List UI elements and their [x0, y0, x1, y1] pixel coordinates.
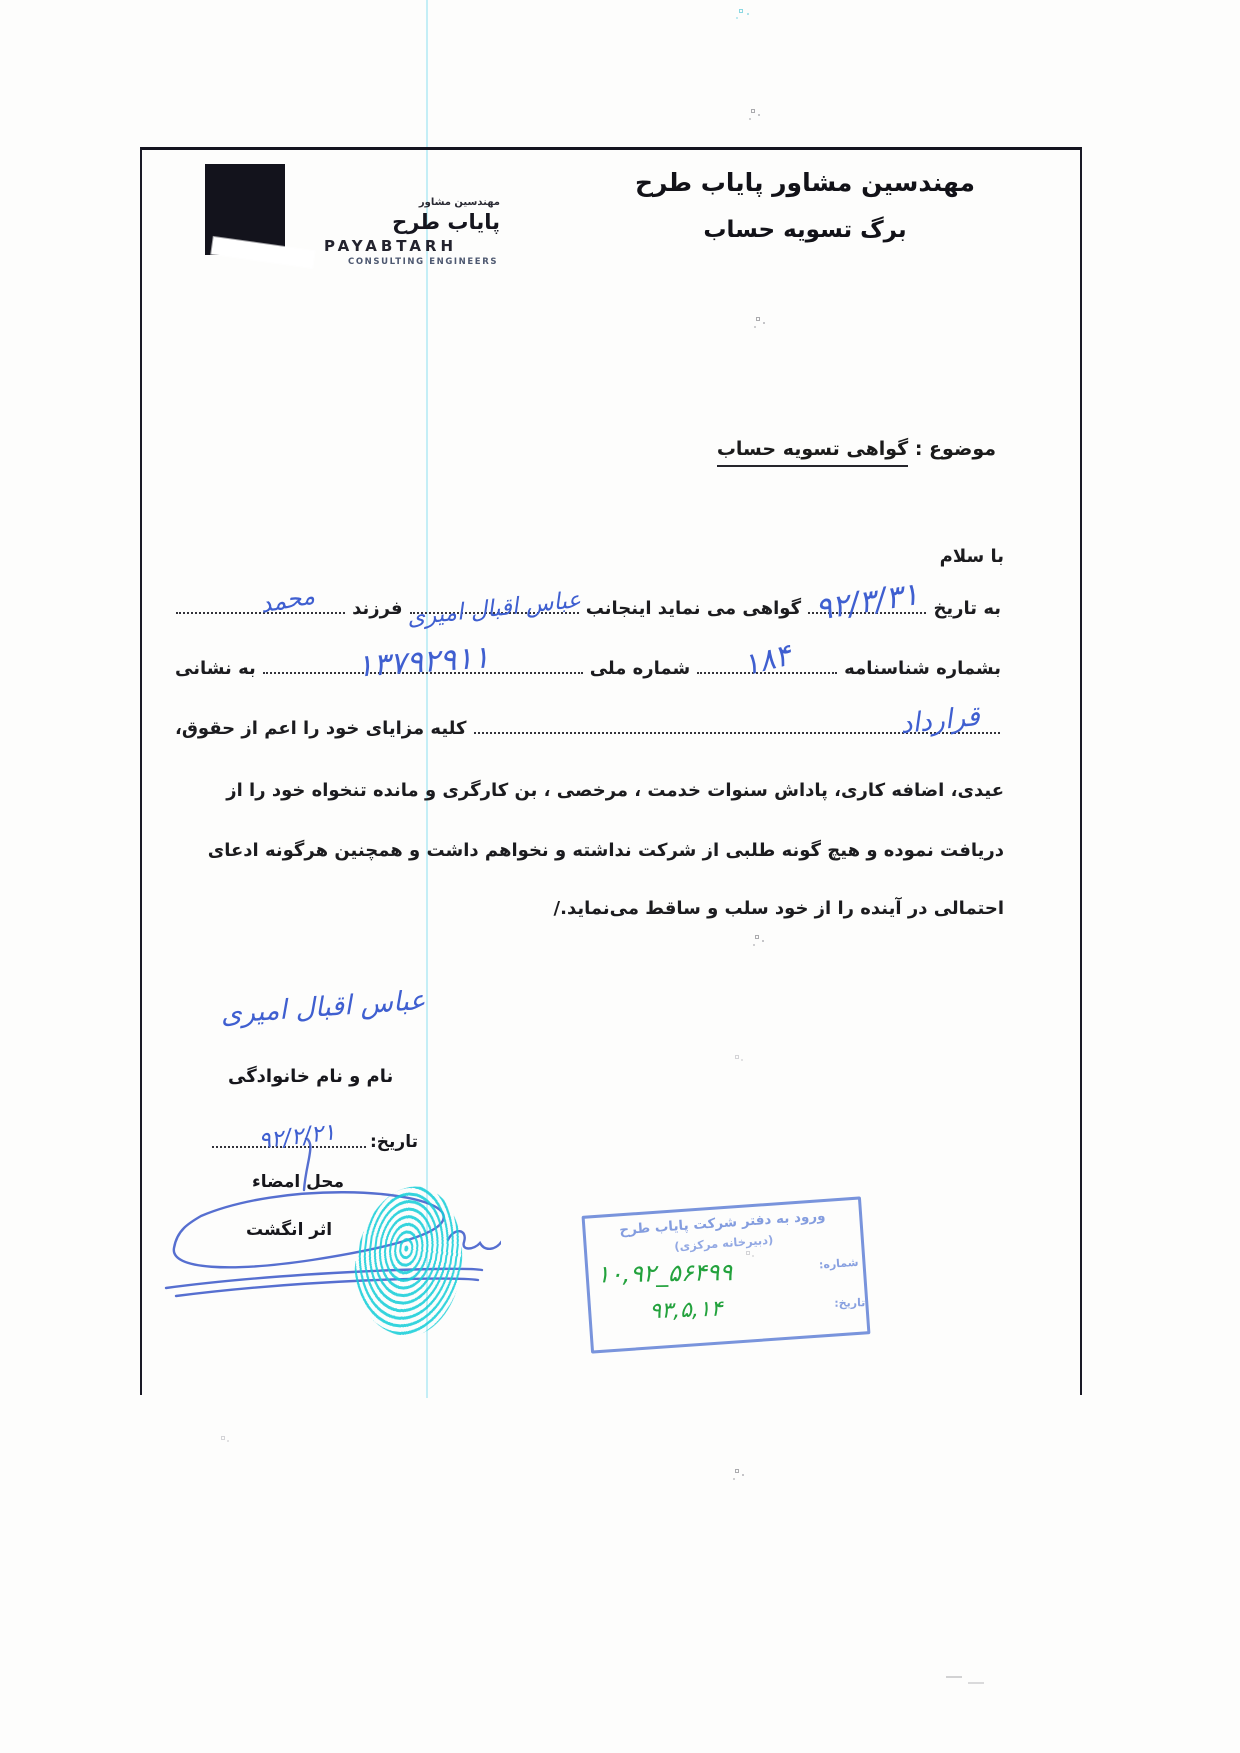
- fingerprint-label: اثر انگشت: [246, 1220, 333, 1240]
- body-line-3: [172, 700, 1004, 741]
- line2-post: به نشانی: [175, 658, 256, 679]
- signature-handwritten-name: عباس اقبال امیری: [219, 984, 427, 1031]
- full-name-label: نام و نام خانوادگی: [228, 1066, 394, 1087]
- scan-speck: [752, 110, 754, 112]
- father-name-field: [176, 581, 345, 619]
- line2-mid: شماره ملی: [589, 658, 691, 679]
- body-line-4: عیدی، اضافه کاری، پاداش سنوات خدمت ، مرخصی ، بن کارگری و مانده تنخواه خود را از: [226, 780, 1004, 801]
- national-id-field: [263, 639, 583, 685]
- scan-speck: [946, 1676, 962, 1678]
- body-line-5: دریافت نموده و هیچ گونه طلبی از شرکت نداشته و نخواهم داشت و همچنین هرگونه ادعای: [207, 840, 1004, 861]
- signature-date-handwritten: ۹۲/۲/۲۱: [256, 1119, 337, 1155]
- entry-stamp: [582, 1196, 871, 1353]
- handwritten-name: عباس اقبال امیری: [405, 586, 583, 632]
- logo-text-block: [318, 198, 500, 267]
- stamp-date-handwritten: ۹۳,۵,۱۴: [648, 1296, 723, 1325]
- address-field: [474, 700, 1001, 741]
- logo-small-text: مهندسین مشاور: [418, 197, 500, 208]
- stamp-title: ورود به دفتر شرکت پایاب طرح: [618, 1207, 826, 1239]
- line3-text: کلیه مزایای خود را اعم از حقوق،: [175, 718, 467, 739]
- signature-place-label: محل امضاء: [252, 1172, 345, 1192]
- line1-pre: به تاریخ: [933, 598, 1001, 619]
- form-title: برگ تسویه حساب: [703, 217, 907, 243]
- body-line-2: [172, 637, 1004, 685]
- handwritten-date: ۹۲/۳/۳۱: [813, 576, 922, 628]
- salutation: با سلام: [939, 546, 1004, 567]
- subject-value: گواهی تسویه حساب: [717, 438, 908, 467]
- line2-pre: بشماره شناسنامه: [844, 658, 1001, 679]
- letterhead-titles: [590, 168, 1020, 243]
- scan-speck: [222, 1437, 224, 1439]
- line1-mid: گواهی می نماید اینجانب: [585, 598, 802, 619]
- logo-brand-farsi: پایاب طرح: [392, 209, 500, 234]
- handwritten-national-id: ۱۳۷۹۲۹۱۱: [355, 639, 491, 685]
- handwritten-address: قرارداد: [898, 700, 982, 741]
- logo-tagline: CONSULTING ENGINEERS: [348, 257, 499, 268]
- handwritten-father-name: محمد: [257, 581, 317, 619]
- line1-post: فرزند: [352, 598, 403, 619]
- company-title: مهندسین مشاور پایاب طرح: [634, 168, 976, 197]
- subject-line: [600, 438, 996, 460]
- stamp-number-handwritten: ۱۰,۹۲_۵۶۴۹۹: [596, 1258, 733, 1289]
- subject-label: موضوع :: [908, 438, 996, 460]
- body-line-1: [172, 576, 1004, 632]
- signature-date-label: تاریخ:: [370, 1132, 418, 1152]
- id-number-field: [697, 637, 837, 684]
- scan-speck: [740, 10, 742, 12]
- name-field: [405, 586, 583, 632]
- stamp-subtitle: (دبیرخانه مرکزی): [673, 1232, 774, 1254]
- scan-speck: [736, 1470, 738, 1472]
- date-field: [808, 576, 926, 628]
- body-line-6: احتمالی در آینده را از خود سلب و ساقط می‌نماید./: [553, 898, 1004, 919]
- logo-brand-english: PAYABTARH: [324, 236, 458, 255]
- stamp-date-label: تاریخ:: [834, 1296, 866, 1310]
- stamp-number-label: شماره:: [818, 1255, 859, 1272]
- handwritten-id-number: ۱۸۴: [739, 637, 795, 684]
